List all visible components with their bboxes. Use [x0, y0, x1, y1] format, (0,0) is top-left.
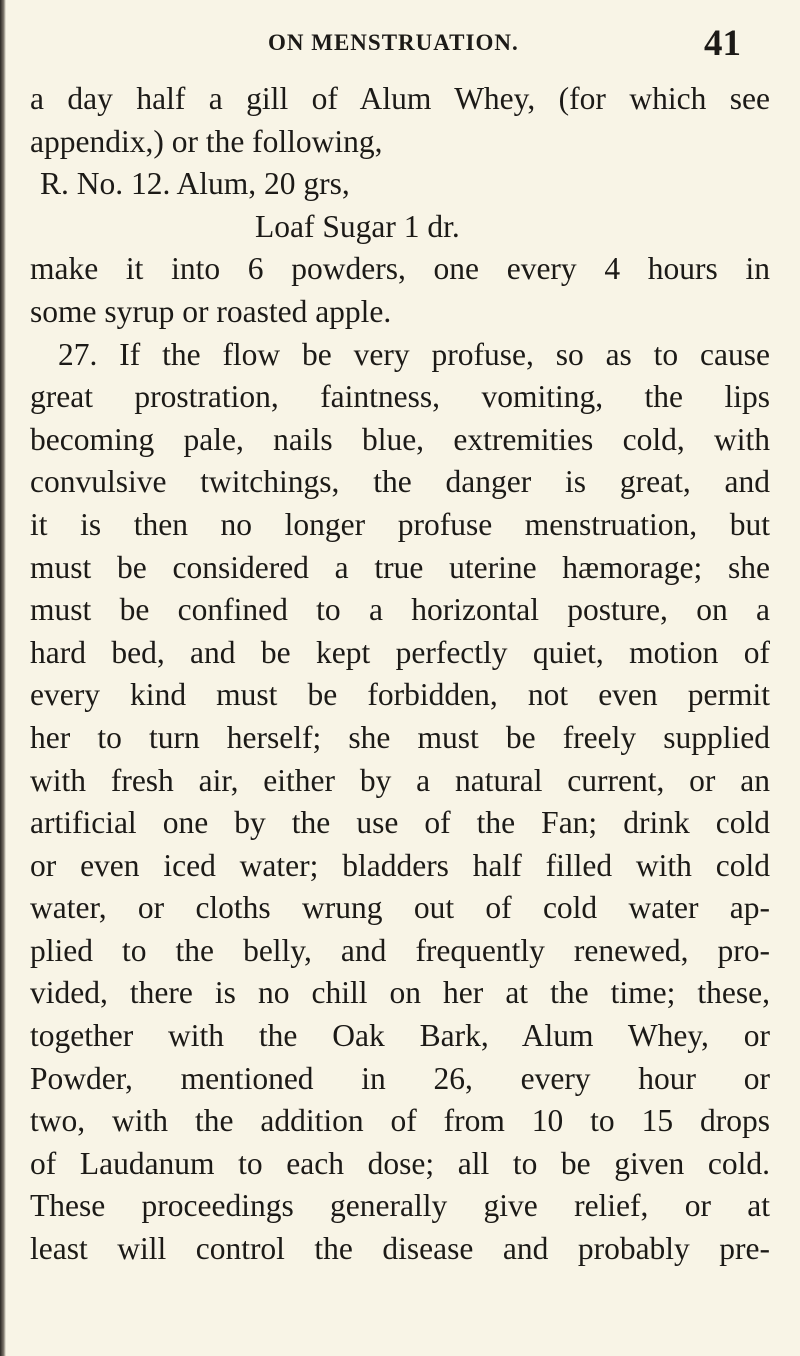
text-line: These proceedings generally give relief, or at	[30, 1188, 770, 1224]
page-number: 41	[704, 23, 741, 64]
text-line: convulsive twitchings, the danger is great, and	[30, 464, 770, 500]
text-line: great prostration, faintness, vomiting, the lips	[30, 379, 770, 415]
text-line: appendix,) or the following,	[30, 123, 383, 159]
text-line: plied to the belly, and frequently renewed, pro-	[30, 932, 770, 968]
text-line: with fresh air, either by a natural current, or an	[30, 762, 770, 798]
text-line: of Laudanum to each dose; all to be given cold.	[30, 1145, 770, 1181]
body-text	[30, 78, 770, 1271]
running-head: ON MENSTRUATION.	[268, 30, 519, 55]
text-line: some syrup or roasted apple.	[30, 293, 392, 329]
page-binding-edge	[0, 0, 6, 1356]
text-line: must be considered a true uterine hæmorage; she	[30, 549, 770, 585]
text-line: Powder, mentioned in 26, every hour or	[30, 1060, 770, 1096]
text-line: her to turn herself; she must be freely supplied	[30, 719, 770, 755]
text-line: hard bed, and be kept perfectly quiet, motion of	[30, 634, 770, 670]
text-line: make it into 6 powders, one every 4 hours in	[30, 251, 770, 287]
prescription-line: Loaf Sugar 1 dr.	[255, 208, 460, 244]
text-line: artificial one by the use of the Fan; drink cold	[30, 805, 770, 841]
text-line: vided, there is no chill on her at the time; these,	[30, 975, 770, 1011]
text-line: must be confined to a horizontal posture, on a	[30, 592, 770, 628]
text-line: a day half a gill of Alum Whey, (for which see	[30, 81, 770, 116]
text-line: becoming pale, nails blue, extremities cold, with	[30, 421, 770, 457]
text-line: it is then no longer profuse menstruation, but	[30, 506, 770, 542]
text-line: or even iced water; bladders half filled with cold	[30, 847, 770, 883]
page-header	[0, 22, 800, 62]
prescription-line: R. No. 12. Alum, 20 grs,	[40, 166, 350, 202]
text-line: water, or cloths wrung out of cold water ap-	[30, 890, 770, 926]
text-line: together with the Oak Bark, Alum Whey, or	[30, 1018, 770, 1054]
text-line: two, with the addition of from 10 to 15 drops	[30, 1103, 770, 1139]
paragraph-start-line: 27. If the flow be very profuse, so as to cause	[58, 336, 770, 372]
text-line: least will control the disease and probably pre-	[30, 1231, 770, 1267]
text-line: every kind must be forbidden, not even permit	[30, 677, 770, 713]
